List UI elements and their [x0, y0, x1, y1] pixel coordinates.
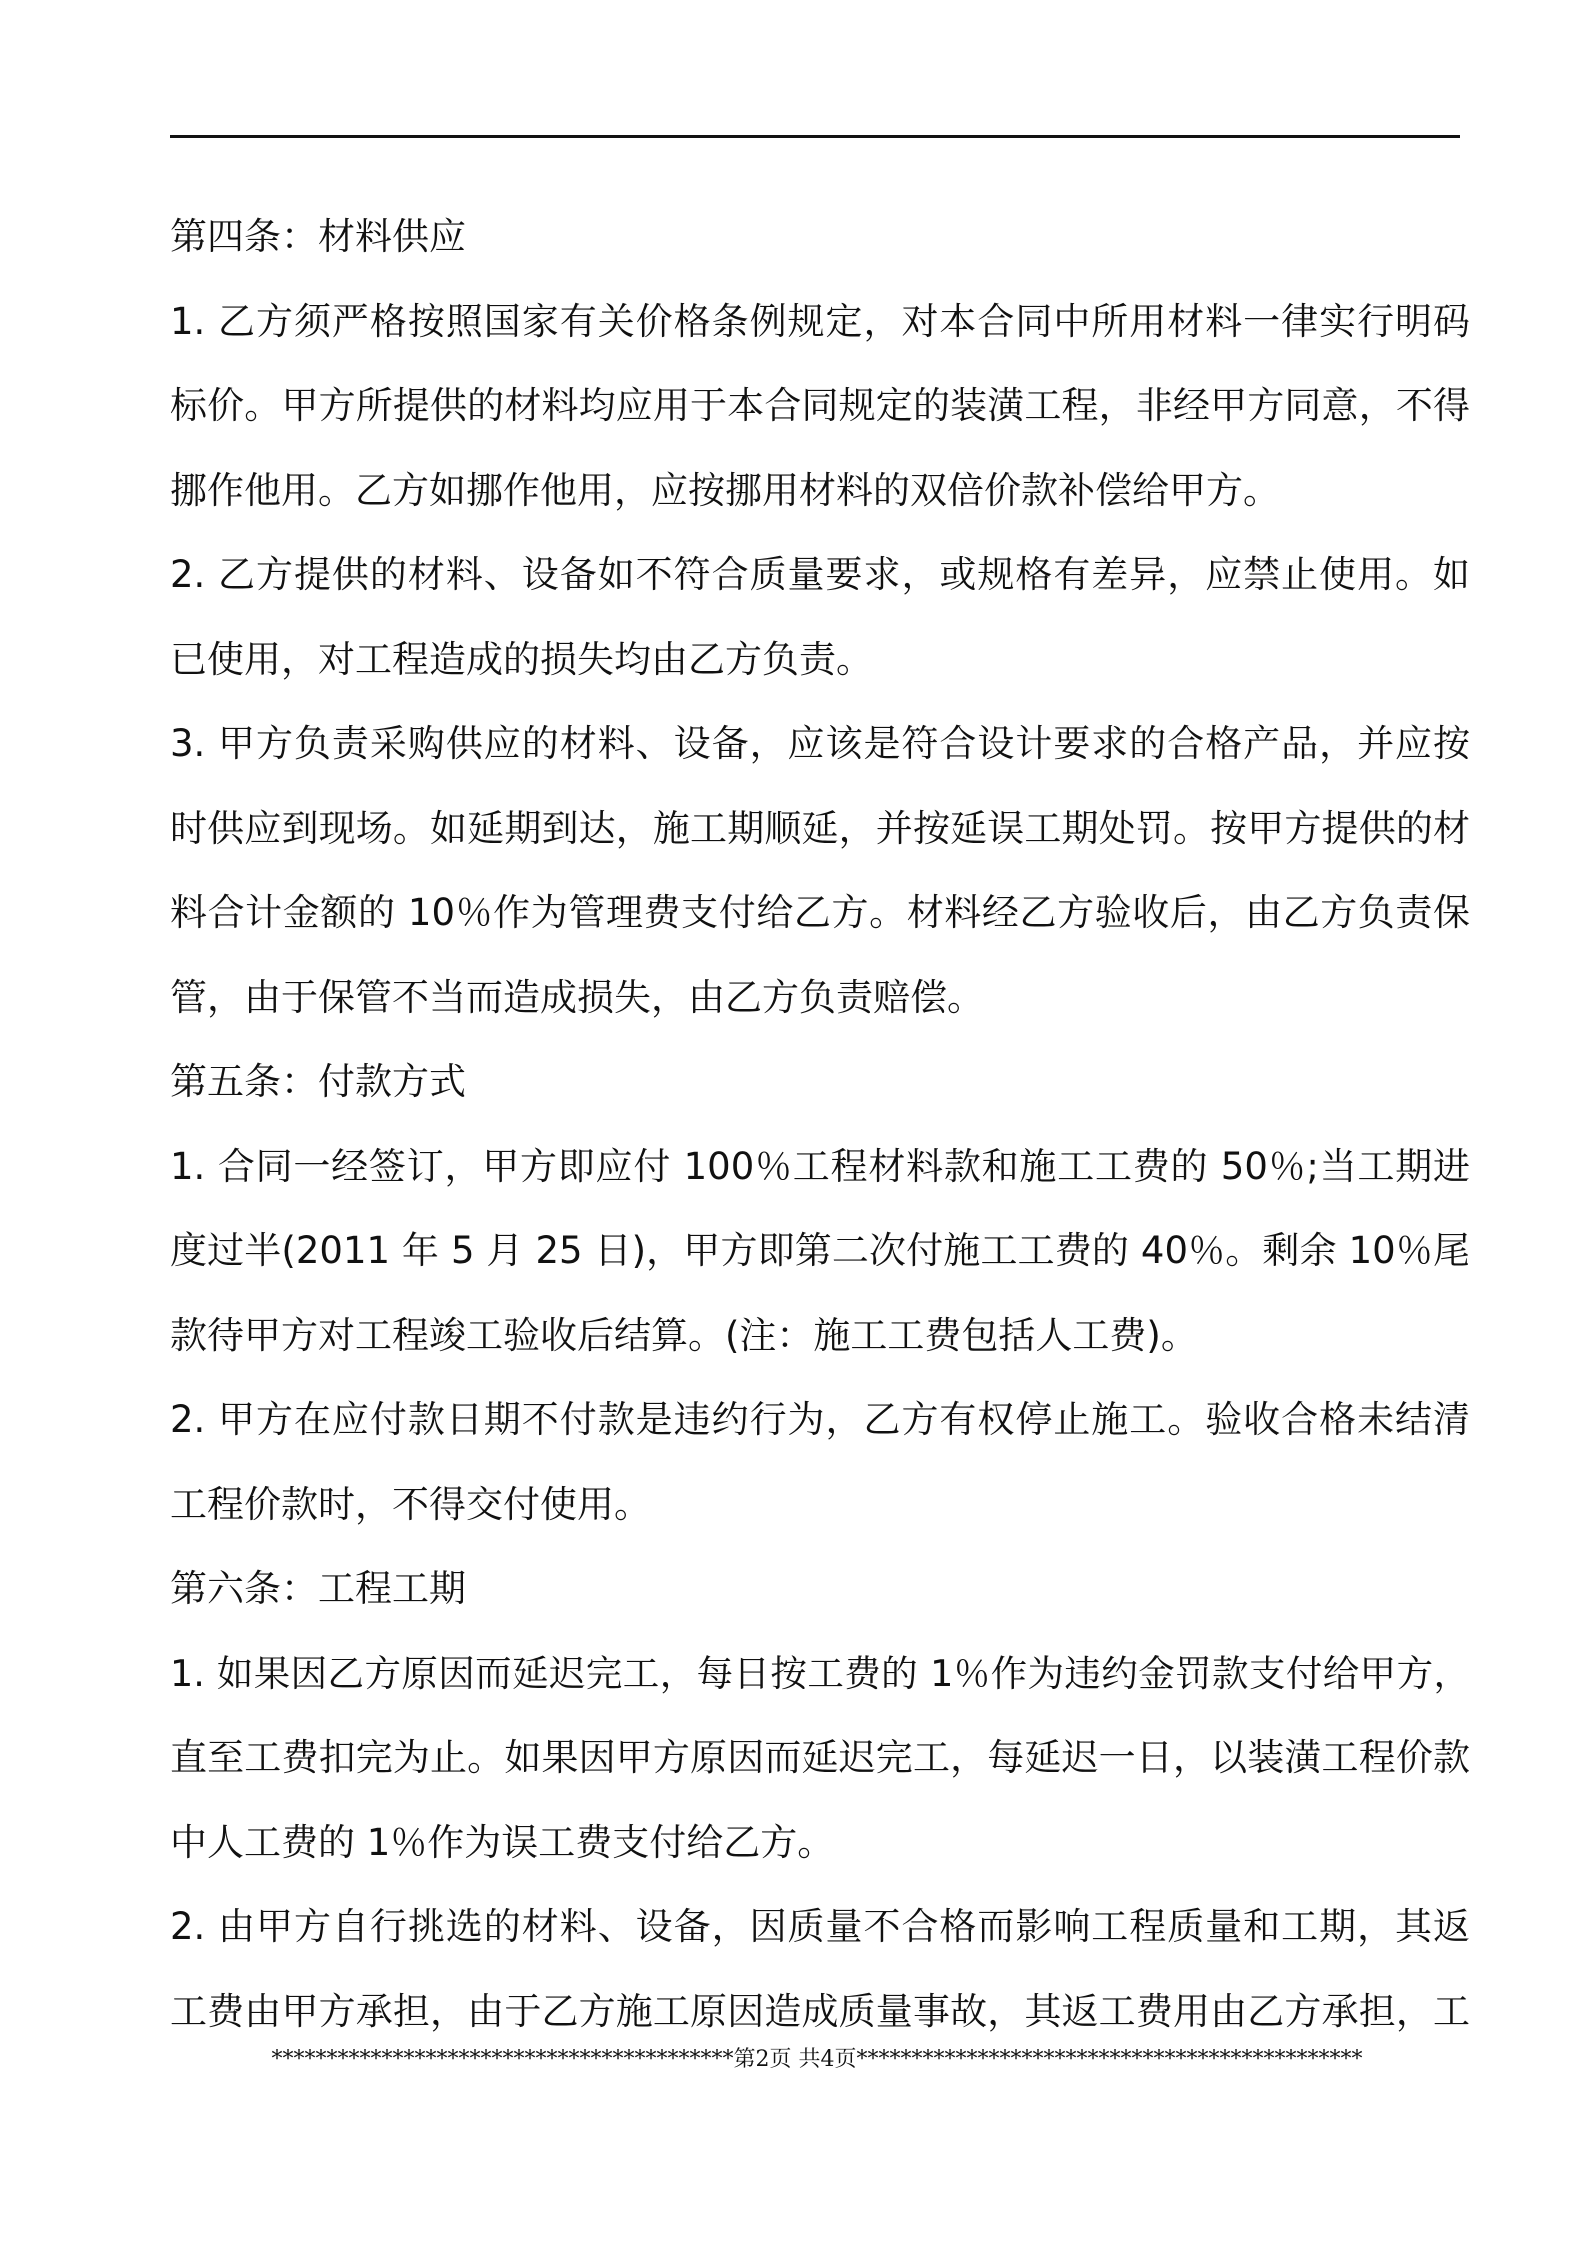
- paragraph-line: 工程价款时，不得交付使用。: [170, 1482, 651, 1526]
- paragraph-line: 2. 甲方在应付款日期不付款是违约行为，乙方有权停止施工。验收合格未结清: [170, 1398, 1470, 1441]
- paragraph-line: 1. 合同一经签订，甲方即应付 100％工程材料款和施工工费的 50％;当工期进: [170, 1144, 1470, 1188]
- paragraph-line: 款待甲方对工程竣工验收后结算。(注：施工工费包括人工费)。: [170, 1313, 1198, 1357]
- page-footer: [232, 2045, 1402, 2075]
- section-heading-4: 第四条：材料供应: [170, 215, 466, 258]
- paragraph-line: 挪作他用。乙方如挪作他用，应按挪用材料的双倍价款补偿给甲方。: [170, 468, 1280, 512]
- paragraph-line: 工费由甲方承担，由于乙方施工原因造成质量事故，其返工费用由乙方承担，工: [170, 1989, 1470, 2033]
- header-rule: [170, 135, 1460, 138]
- paragraph-line: 已使用，对工程造成的损失均由乙方负责。: [170, 637, 873, 681]
- paragraph-line: 管，由于保管不当而造成损失，由乙方负责赔偿。: [170, 975, 984, 1019]
- paragraph-line: 1. 乙方须严格按照国家有关价格条例规定，对本合同中所用材料一律实行明码: [170, 299, 1470, 343]
- paragraph-line: 2. 乙方提供的材料、设备如不符合质量要求，或规格有差异，应禁止使用。如: [170, 553, 1470, 596]
- page-number: 第2页 共4页: [733, 2047, 857, 2072]
- footer-stars-left: ******************************************: [271, 2047, 734, 2072]
- paragraph-line: 2. 由甲方自行挑选的材料、设备，因质量不合格而影响工程质量和工期，其返: [170, 1905, 1470, 1948]
- paragraph-line: 1. 如果因乙方原因而延迟完工，每日按工费的 1％作为违约金罚款支付给甲方，: [170, 1651, 1470, 1695]
- paragraph-line: 3. 甲方负责采购供应的材料、设备，应该是符合设计要求的合格产品，并应按: [170, 722, 1470, 765]
- paragraph-line: 料合计金额的 10％作为管理费支付给乙方。材料经乙方验收后，由乙方负责保: [170, 891, 1470, 934]
- paragraph-line: 直至工费扣完为止。如果因甲方原因而延迟完工，每延迟一日，以装潢工程价款: [170, 1736, 1470, 1779]
- document-body: [170, 195, 1470, 2054]
- paragraph-line: 度过半(2011 年 5 月 25 日)，甲方即第二次付施工工费的 40％。剩余 10％尾: [170, 1229, 1470, 1272]
- paragraph-line: 标价。甲方所提供的材料均应用于本合同规定的装潢工程，非经甲方同意，不得: [170, 384, 1470, 427]
- paragraph-line: 中人工费的 1％作为误工费支付给乙方。: [170, 1820, 835, 1864]
- section-heading-5: 第五条：付款方式: [170, 1060, 466, 1103]
- footer-stars-right: **********************************************: [856, 2047, 1363, 2072]
- paragraph-line: 时供应到现场。如延期到达，施工期顺延，并按延误工期处罚。按甲方提供的材: [170, 806, 1470, 850]
- section-heading-6: 第六条：工程工期: [170, 1567, 466, 1610]
